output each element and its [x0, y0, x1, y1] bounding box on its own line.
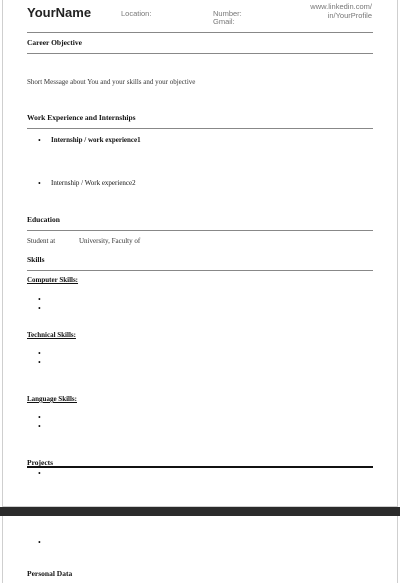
education-university: University, Faculty of — [79, 237, 141, 245]
personal-data-heading: Personal Data — [27, 569, 73, 578]
language-skills-label: Language Skills: — [27, 395, 77, 403]
computer-skill-bullet-2: • — [38, 304, 41, 313]
linkedin-link[interactable] — [282, 2, 372, 20]
career-objective-heading: Career Objective — [27, 38, 82, 47]
language-skill-bullet-1: • — [38, 413, 41, 422]
candidate-name: YourName — [27, 5, 92, 20]
project-bullet-2: • — [38, 538, 41, 547]
technical-skills-label: Technical Skills: — [27, 331, 76, 339]
gmail-label: Gmail: — [213, 17, 235, 26]
skills-divider — [27, 270, 373, 271]
computer-skill-bullet-1: • — [38, 295, 41, 304]
number-label: Number: — [213, 9, 242, 18]
project-bullet-1: • — [38, 469, 41, 478]
resume-page-2 — [2, 516, 398, 583]
skills-heading: Skills — [27, 255, 45, 264]
career-objective-message: Short Message about You and your skills and your objective — [27, 78, 196, 86]
linkedin-line-1: www.linkedin.com/ — [310, 2, 372, 11]
education-student-at: Student at — [27, 237, 56, 245]
work-bullet-2: • — [38, 179, 41, 188]
work-experience-heading: Work Experience and Internships — [27, 113, 136, 122]
language-skill-bullet-2: • — [38, 422, 41, 431]
page-break — [0, 507, 400, 516]
projects-heading: Projects — [27, 458, 54, 467]
work-item-1: Internship / work experience1 — [51, 136, 141, 144]
education-heading: Education — [27, 215, 60, 224]
technical-skill-bullet-2: • — [38, 358, 41, 367]
work-experience-divider — [27, 128, 373, 129]
computer-skills-label: Computer Skills: — [27, 276, 79, 284]
header-divider — [27, 32, 373, 33]
work-bullet-1: • — [38, 136, 41, 145]
resume-page-1 — [2, 0, 398, 507]
location-label: Location: — [121, 9, 152, 18]
projects-divider — [27, 466, 373, 468]
education-divider — [27, 230, 373, 231]
career-objective-divider — [27, 53, 373, 54]
technical-skill-bullet-1: • — [38, 349, 41, 358]
work-item-2: Internship / Work experience2 — [51, 179, 136, 187]
linkedin-line-2: in/YourProfile — [327, 11, 372, 20]
